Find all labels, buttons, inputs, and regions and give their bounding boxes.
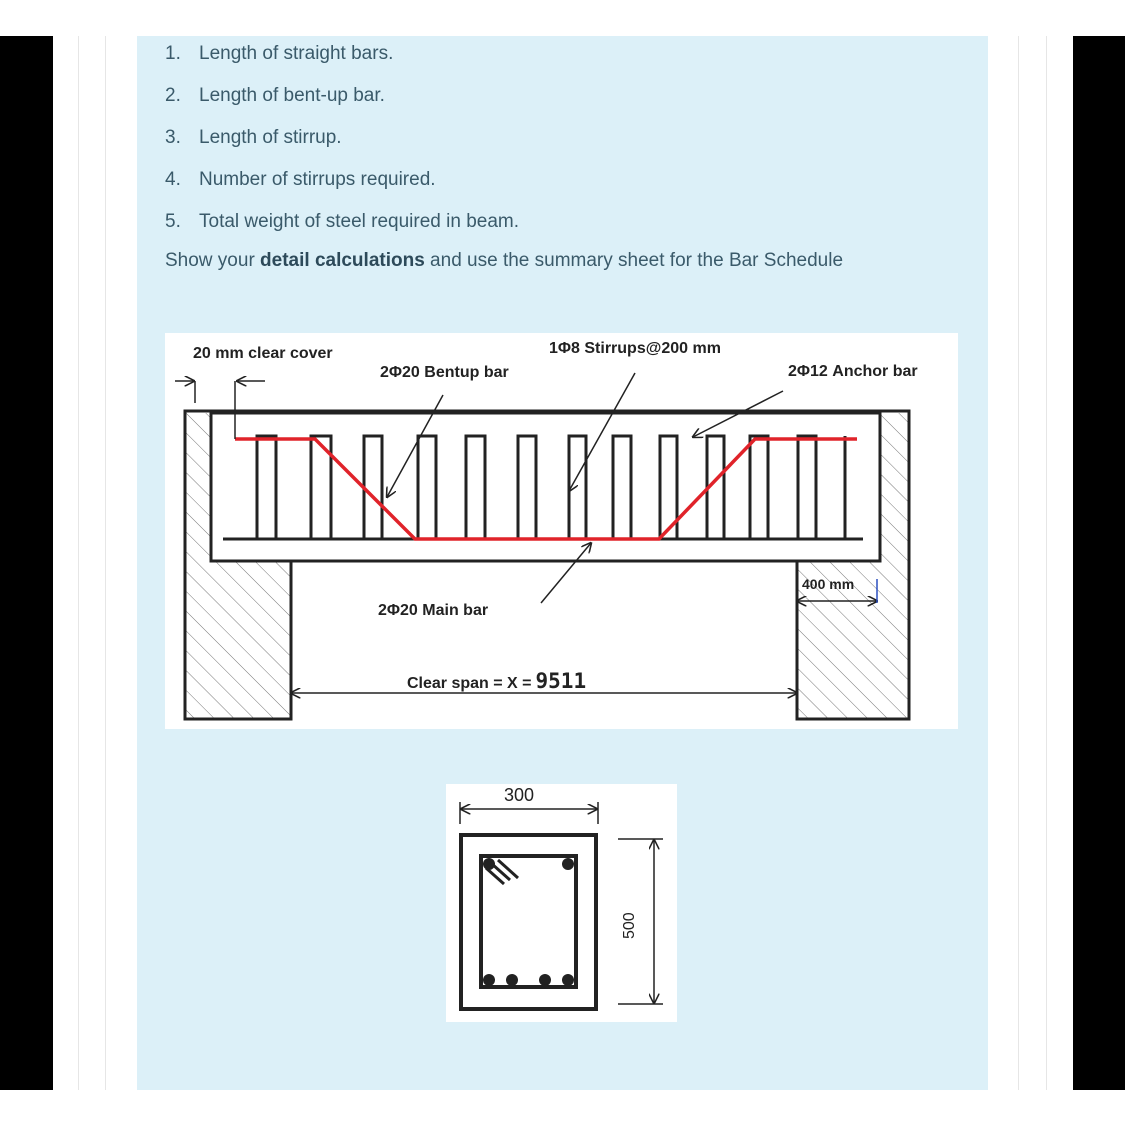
bottom-bar: [506, 974, 518, 986]
top-bar: [562, 858, 574, 870]
right-divider: [1018, 36, 1019, 1090]
span-prefix: Clear span = X =: [407, 675, 532, 692]
bottom-bar: [562, 974, 574, 986]
anchor-label: 2Φ12 Anchor bar: [788, 363, 918, 380]
cover-label: 20 mm clear cover: [193, 345, 333, 362]
stirrups-label: 1Φ8 Stirrups@200 mm: [549, 340, 721, 357]
left-end-hatch: [185, 413, 211, 561]
right-end-hatch: [880, 413, 909, 561]
left-divider: [78, 36, 79, 1090]
span-label: [407, 669, 586, 693]
task-item: 5. Total weight of steel required in beam.: [165, 211, 520, 232]
task-item: 1. Length of straight bars.: [165, 43, 394, 64]
left-support-hatch: [185, 561, 291, 719]
bottom-bar: [483, 974, 495, 986]
width-label: 300: [504, 785, 535, 805]
beam-svg: [165, 333, 958, 729]
instruction-bold: detail calculations: [260, 250, 425, 271]
span-value: 9511: [535, 669, 587, 693]
support-label: 400 mm: [802, 576, 855, 592]
right-letterbox: [1073, 36, 1125, 1090]
task-item: 4. Number of stirrups required.: [165, 169, 436, 190]
section-svg: [446, 784, 677, 1022]
top-bar: [483, 858, 495, 870]
right-divider: [1046, 36, 1047, 1090]
depth-label: 500: [621, 912, 638, 939]
bentup-label: 2Φ20 Bentup bar: [380, 364, 509, 381]
task-item: 3. Length of stirrup.: [165, 127, 342, 148]
cross-section-diagram: [446, 784, 677, 1022]
mainbar-label: 2Φ20 Main bar: [378, 602, 489, 619]
bottom-bar: [539, 974, 551, 986]
task-list: [165, 36, 519, 246]
instruction-text: Show your detail calculations and use the summary sheet for the Bar Schedule: [165, 250, 844, 271]
left-letterbox: [0, 36, 53, 1090]
stirrup-hook: [498, 860, 518, 878]
beam-elevation-diagram: [165, 333, 958, 729]
left-divider: [105, 36, 106, 1090]
task-item: 2. Length of bent-up bar.: [165, 85, 385, 106]
